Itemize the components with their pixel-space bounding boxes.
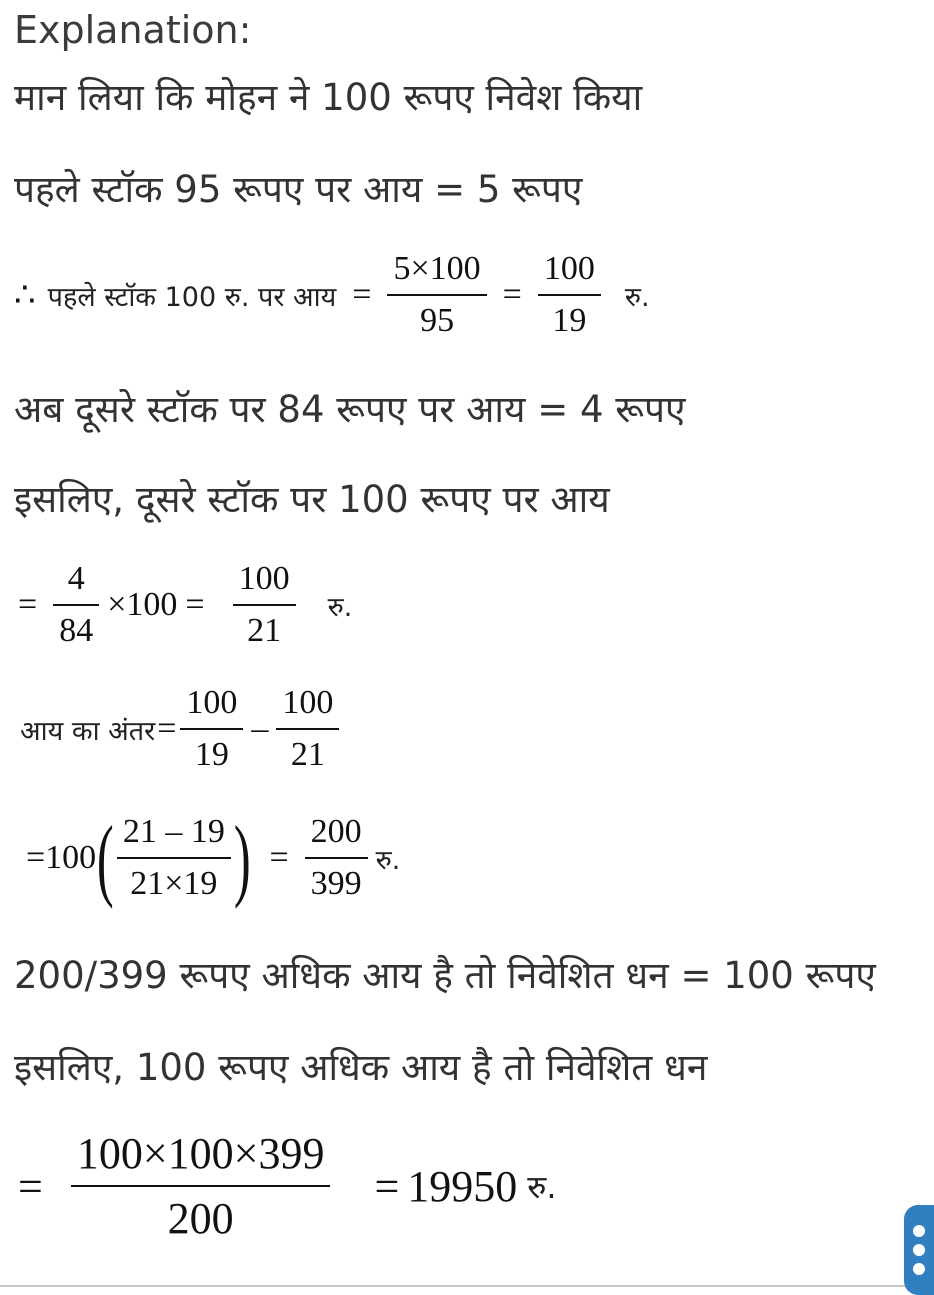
eq1-f2-numerator: 100 <box>543 250 595 287</box>
eq3-f1-numerator: 100 <box>186 684 238 721</box>
eq4-right-paren: ) <box>233 807 251 909</box>
eq1-equals-2: = <box>502 276 522 313</box>
menu-dot <box>913 1263 925 1275</box>
eq1-f1-numerator: 5×100 <box>393 250 481 287</box>
eq2-times-100: ×100 <box>107 586 178 623</box>
eq2-fraction-2 <box>233 560 296 650</box>
eq1-f2-denominator: 19 <box>552 302 587 339</box>
menu-dot <box>913 1244 925 1256</box>
eq3-fraction-2 <box>276 684 339 774</box>
equation-first-stock <box>14 250 650 340</box>
eq1-fraction-2 <box>538 250 601 340</box>
equation-income-difference <box>14 684 347 774</box>
eq5-result: 19950 <box>407 1161 518 1211</box>
eq5-unit: रु. <box>527 1167 557 1206</box>
eq4-f2-numerator: 200 <box>310 813 362 850</box>
eq1-equals: = <box>352 276 372 313</box>
eq5-numerator: 100×100×399 <box>76 1129 325 1178</box>
eq2-fraction-1 <box>53 560 99 650</box>
eq3-label: आय का अंतर <box>20 715 156 747</box>
eq4-equals: = <box>269 839 289 876</box>
eq1-f1-denominator: 95 <box>420 302 455 339</box>
extra-income-investment-line: 200/399 रूपए अधिक आय है तो निवेशित धन = 100 रूपए <box>14 954 876 997</box>
eq4-f1-denominator: 21×19 <box>130 865 218 902</box>
eq4-lead: =100 <box>26 839 97 876</box>
eq3-f1-denominator: 19 <box>194 736 229 773</box>
eq3-f2-denominator: 21 <box>290 736 325 773</box>
equation-final-investment <box>14 1128 557 1244</box>
eq3-f2-numerator: 100 <box>282 684 334 721</box>
hundred-extra-income-line: इसलिए, 100 रूपए अधिक आय है तो निवेशित धन <box>14 1046 708 1089</box>
first-stock-income-line: पहले स्टॉक 95 रूपए पर आय = 5 रूपए <box>14 168 583 211</box>
second-stock-income-line: अब दूसरे स्टॉक पर 84 रूपए पर आय = 4 रूपए <box>14 388 686 431</box>
assumption-line: मान लिया कि मोहन ने 100 रूपए निवेश किया <box>14 76 643 119</box>
explanation-heading: Explanation: <box>14 8 252 52</box>
eq2-unit: रु. <box>327 591 353 623</box>
eq3-minus: – <box>251 710 269 747</box>
eq2-f1-numerator: 4 <box>67 560 85 597</box>
equation-second-stock <box>14 560 352 650</box>
bottom-divider <box>0 1285 934 1287</box>
eq4-fraction-1 <box>117 813 231 903</box>
eq1-label: पहले स्टॉक 100 रु. पर आय <box>47 281 337 313</box>
equation-difference-simplified <box>14 807 401 909</box>
second-stock-100-line: इसलिए, दूसरे स्टॉक पर 100 रूपए पर आय <box>14 478 610 521</box>
eq4-f1-numerator: 21 – 19 <box>122 813 225 850</box>
eq4-fraction-2 <box>305 813 368 903</box>
eq2-equals: = <box>18 586 38 623</box>
eq2-f1-denominator: 84 <box>59 612 94 649</box>
eq1-unit: रु. <box>624 281 650 313</box>
eq3-fraction-1 <box>180 684 243 774</box>
eq2-f2-denominator: 21 <box>247 612 282 649</box>
eq4-left-paren: ( <box>97 807 114 909</box>
eq4-unit: रु. <box>375 844 401 876</box>
eq2-equals-2: = <box>185 586 205 623</box>
eq3-equals: = <box>157 710 177 747</box>
menu-dot <box>913 1225 925 1237</box>
eq5-equals: = <box>18 1161 43 1211</box>
eq5-fraction <box>71 1128 331 1244</box>
eq2-f2-numerator: 100 <box>238 560 290 597</box>
more-vertical-icon[interactable] <box>904 1205 934 1295</box>
eq1-fraction-1 <box>387 250 486 340</box>
eq4-f2-denominator: 399 <box>310 865 362 902</box>
eq5-equals-2: = <box>374 1161 400 1211</box>
therefore-symbol: ∴ <box>14 277 36 314</box>
eq5-denominator: 200 <box>167 1194 234 1243</box>
